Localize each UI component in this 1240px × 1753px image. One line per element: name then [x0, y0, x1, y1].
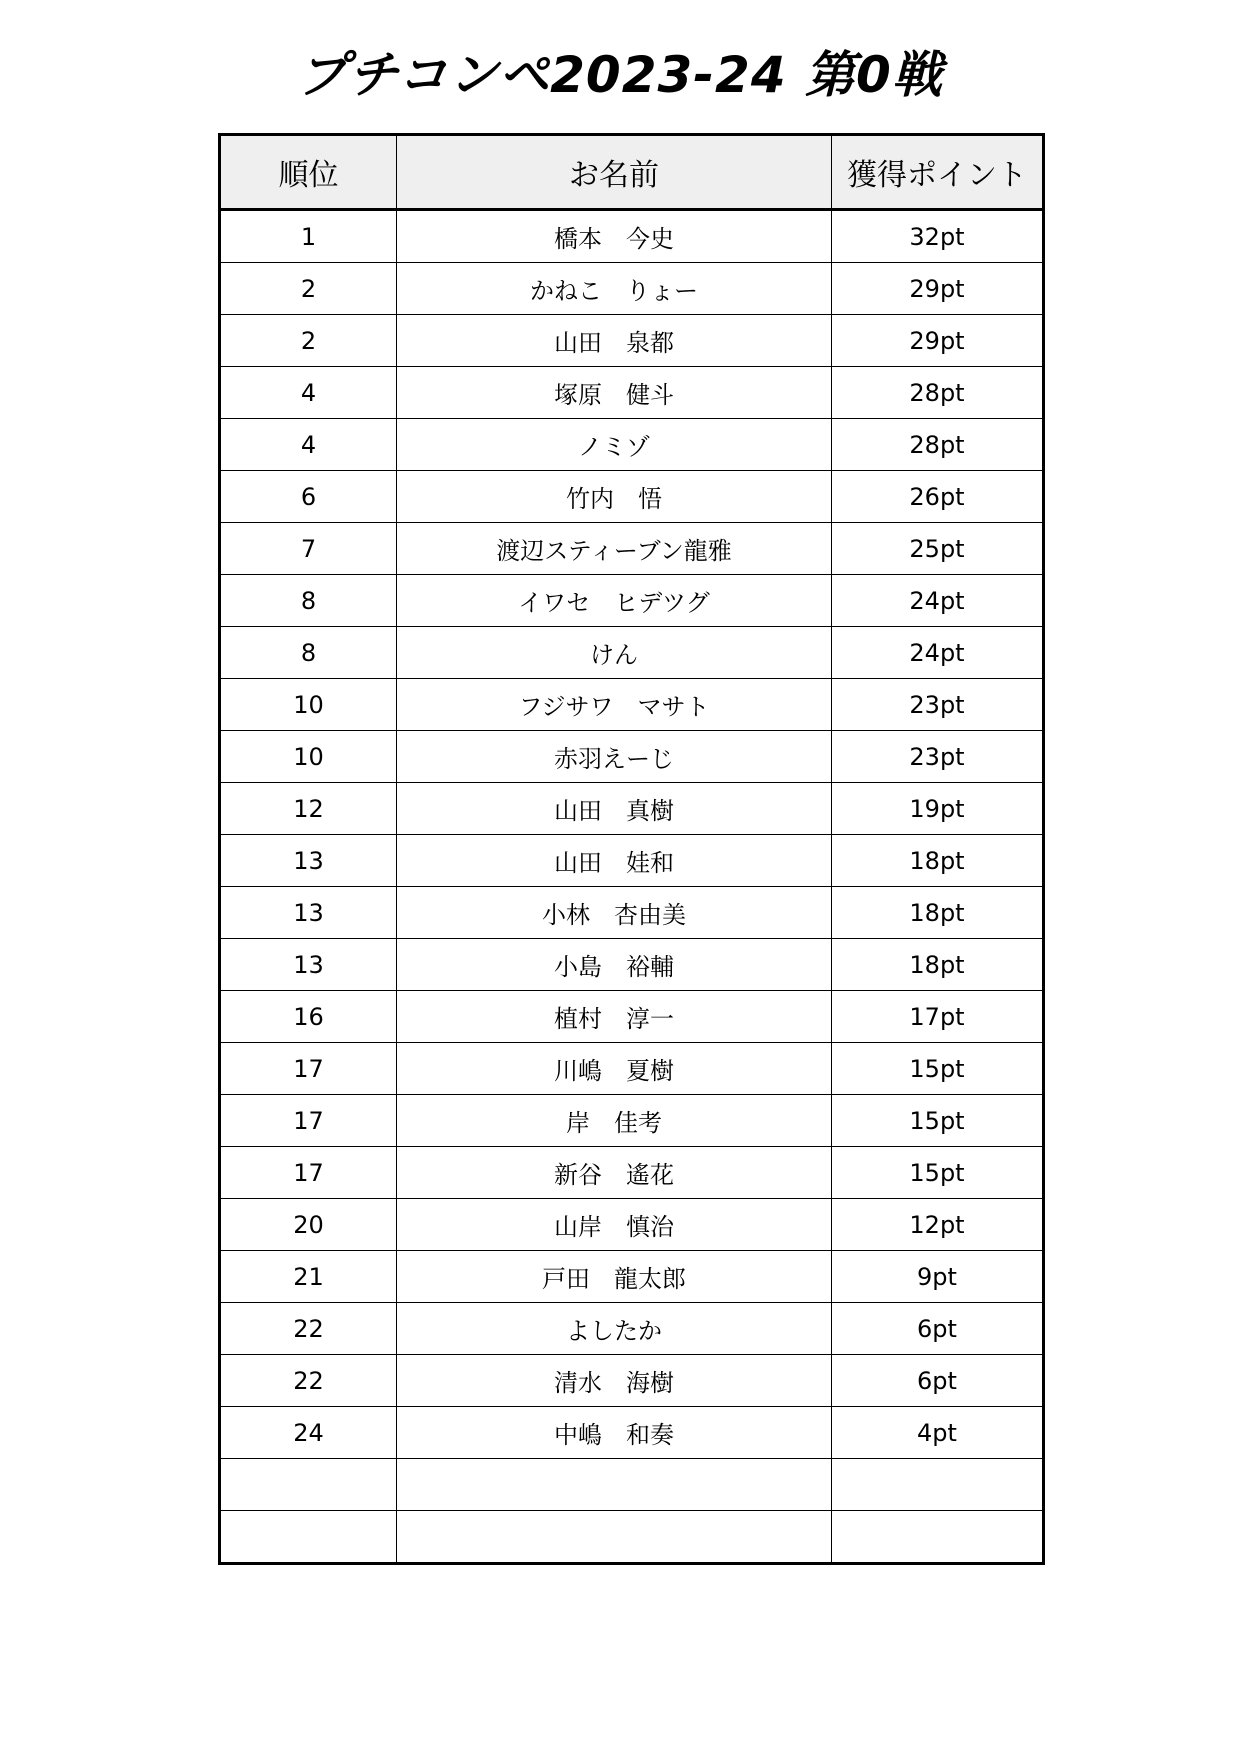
points-cell: 15pt [832, 1043, 1044, 1095]
table-row [220, 1043, 1044, 1095]
rank-cell: 6 [220, 471, 397, 523]
points-cell: 19pt [832, 783, 1044, 835]
name-cell: 植村 淳一 [397, 991, 832, 1043]
points-cell: 9pt [832, 1251, 1044, 1303]
rank-cell: 17 [220, 1095, 397, 1147]
name-cell: 岸 佳考 [397, 1095, 832, 1147]
rank-cell: 16 [220, 991, 397, 1043]
points-cell: 4pt [832, 1407, 1044, 1459]
name-cell: よしたか [397, 1303, 832, 1355]
ranking-table [218, 133, 1045, 1565]
name-column-header: お名前 [397, 135, 832, 210]
name-cell: 新谷 遙花 [397, 1147, 832, 1199]
name-cell: ノミゾ [397, 419, 832, 471]
rank-cell: 21 [220, 1251, 397, 1303]
table-row [220, 471, 1044, 523]
table-header-row [220, 135, 1044, 210]
table-row [220, 731, 1044, 783]
name-cell: 渡辺スティーブン龍雅 [397, 523, 832, 575]
name-cell: 清水 海樹 [397, 1355, 832, 1407]
name-cell: 塚原 健斗 [397, 367, 832, 419]
points-cell: 15pt [832, 1095, 1044, 1147]
rank-cell: 22 [220, 1303, 397, 1355]
points-cell: 18pt [832, 939, 1044, 991]
name-cell: 山岸 慎治 [397, 1199, 832, 1251]
rank-cell: 13 [220, 939, 397, 991]
points-cell: 24pt [832, 627, 1044, 679]
rank-cell: 8 [220, 575, 397, 627]
name-cell: 竹内 悟 [397, 471, 832, 523]
rank-cell: 1 [220, 210, 397, 263]
name-cell: 小林 杏由美 [397, 887, 832, 939]
points-cell: 28pt [832, 367, 1044, 419]
name-cell [397, 1459, 832, 1511]
name-cell: イワセ ヒデツグ [397, 575, 832, 627]
points-cell: 32pt [832, 210, 1044, 263]
points-cell: 18pt [832, 887, 1044, 939]
table-row [220, 783, 1044, 835]
points-cell [832, 1511, 1044, 1564]
table-row [220, 210, 1044, 263]
points-cell: 29pt [832, 315, 1044, 367]
name-cell: 橋本 今史 [397, 210, 832, 263]
table-row [220, 1407, 1044, 1459]
rank-cell: 13 [220, 835, 397, 887]
name-cell: 中嶋 和奏 [397, 1407, 832, 1459]
name-cell: 山田 娃和 [397, 835, 832, 887]
rank-cell [220, 1511, 397, 1564]
points-cell: 15pt [832, 1147, 1044, 1199]
rank-cell: 4 [220, 367, 397, 419]
rank-cell: 17 [220, 1043, 397, 1095]
rank-cell: 2 [220, 315, 397, 367]
rank-cell [220, 1459, 397, 1511]
rank-cell: 20 [220, 1199, 397, 1251]
points-cell: 23pt [832, 731, 1044, 783]
table-row [220, 679, 1044, 731]
points-column-header: 獲得ポイント [832, 135, 1044, 210]
rank-cell: 10 [220, 679, 397, 731]
table-row [220, 1095, 1044, 1147]
table-row [220, 315, 1044, 367]
name-cell: かねこ りょー [397, 263, 832, 315]
name-cell: 戸田 龍太郎 [397, 1251, 832, 1303]
rank-cell: 13 [220, 887, 397, 939]
rank-column-header: 順位 [220, 135, 397, 210]
table-row [220, 1147, 1044, 1199]
points-cell: 18pt [832, 835, 1044, 887]
rank-cell: 17 [220, 1147, 397, 1199]
table-row [220, 939, 1044, 991]
name-cell: 川嶋 夏樹 [397, 1043, 832, 1095]
table-row [220, 575, 1044, 627]
name-cell: 山田 真樹 [397, 783, 832, 835]
table-row [220, 627, 1044, 679]
table-row [220, 1355, 1044, 1407]
name-cell: けん [397, 627, 832, 679]
table-row [220, 263, 1044, 315]
table-row [220, 1199, 1044, 1251]
table-row [220, 523, 1044, 575]
points-cell: 25pt [832, 523, 1044, 575]
rank-cell: 12 [220, 783, 397, 835]
points-cell: 17pt [832, 991, 1044, 1043]
rank-cell: 10 [220, 731, 397, 783]
points-cell: 26pt [832, 471, 1044, 523]
rank-cell: 24 [220, 1407, 397, 1459]
table-row [220, 367, 1044, 419]
table-row-empty [220, 1459, 1044, 1511]
points-cell: 6pt [832, 1355, 1044, 1407]
rank-cell: 7 [220, 523, 397, 575]
rank-cell: 22 [220, 1355, 397, 1407]
name-cell: フジサワ マサト [397, 679, 832, 731]
points-cell [832, 1459, 1044, 1511]
table-row-empty [220, 1511, 1044, 1564]
name-cell [397, 1511, 832, 1564]
points-cell: 29pt [832, 263, 1044, 315]
page-title: プチコンペ2023-24 第0戦 [297, 46, 943, 104]
points-cell: 24pt [832, 575, 1044, 627]
name-cell: 山田 泉都 [397, 315, 832, 367]
table-row [220, 835, 1044, 887]
table-row [220, 419, 1044, 471]
table-row [220, 991, 1044, 1043]
table-row [220, 1303, 1044, 1355]
name-cell: 赤羽えーじ [397, 731, 832, 783]
points-cell: 28pt [832, 419, 1044, 471]
points-cell: 6pt [832, 1303, 1044, 1355]
table-row [220, 887, 1044, 939]
name-cell: 小島 裕輔 [397, 939, 832, 991]
points-cell: 23pt [832, 679, 1044, 731]
table-row [220, 1251, 1044, 1303]
points-cell: 12pt [832, 1199, 1044, 1251]
rank-cell: 8 [220, 627, 397, 679]
rank-cell: 4 [220, 419, 397, 471]
rank-cell: 2 [220, 263, 397, 315]
